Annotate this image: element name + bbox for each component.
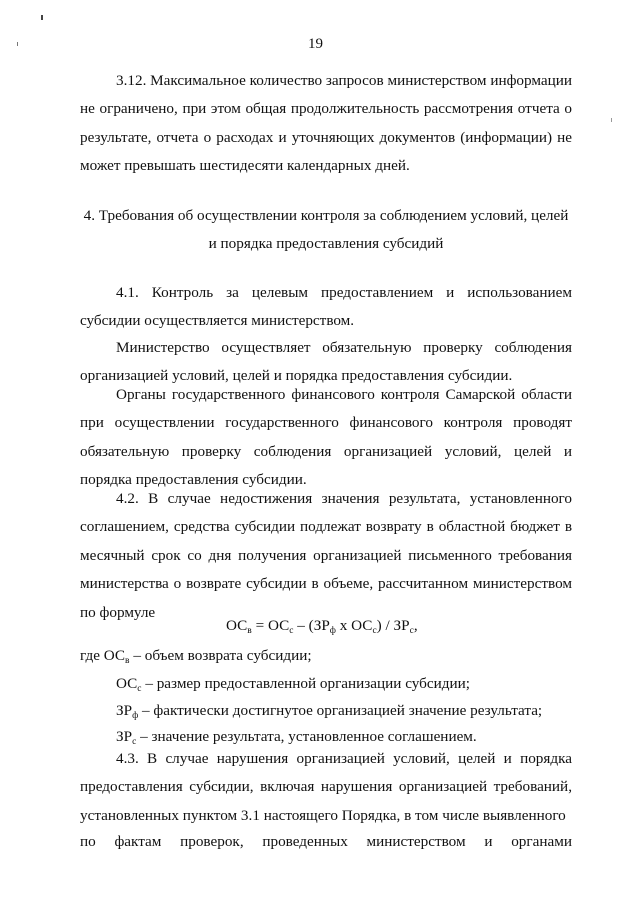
word: по bbox=[80, 833, 96, 850]
paragraph-4-3-last-line bbox=[80, 828, 572, 856]
word: проверок, bbox=[180, 833, 244, 850]
paragraph-4-2: 4.2. В случае недостижения значения результата, установленного соглашением, средства субсидии подлежат возврату в областной бюджет в месячный срок со дня получения организацией письменного требования министерства о возврате субсидии в объеме, рассчитанном министерством по формуле bbox=[80, 490, 572, 621]
paragraph-3-12: 3.12. Максимальное количество запросов министерством информации не ограничено, при этом общая продолжительность рассмотрения отчета о результате, отчета о расходах и уточняющих документов (информации) не может превышать шестидесяти календарных дней. bbox=[80, 72, 573, 175]
definition-zrf: $ЗР_ф$ – фактически достигнутое организацией значение результата; bbox=[116, 702, 543, 721]
paragraph-4-1: 4.1. Контроль за целевым предоставлением и использованием субсидии осуществляется министерством. bbox=[80, 284, 572, 330]
word: фактам bbox=[114, 833, 162, 850]
section-4-heading bbox=[80, 202, 572, 259]
paragraph-4-3: 4.3. В случае нарушения организацией условий, целей и порядка предоставления субсидии, включая нарушения организацией требований, установленных пунктом 3.1 настоящего Порядка, в том числе выявленного bbox=[80, 750, 572, 824]
section-4-heading-line1: 4. Требования об осуществлении контроля за соблюдением условий, целей bbox=[83, 207, 569, 224]
page-number: 19 bbox=[308, 36, 323, 52]
paragraph-control-organs: Органы государственного финансового контроля Самарской области при осуществлении государственного финансового контроля проводят обязательную проверку соблюдения организацией условий, целей и порядка предоставления субсидии. bbox=[80, 386, 572, 489]
return-formula: $ОС_в = ОС_с - (ЗР_ф$ х $ОС_с) / ЗР_с$, bbox=[226, 617, 418, 636]
scan-artifact bbox=[41, 15, 43, 20]
word: министерством bbox=[366, 833, 466, 850]
word: органами bbox=[511, 833, 572, 850]
word: проведенных bbox=[262, 833, 348, 850]
scan-artifact bbox=[611, 118, 612, 122]
definition-zrs: $ЗР_с$ – значение результата, установленное соглашением. bbox=[116, 728, 477, 747]
paragraph-ministry: Министерство осуществляет обязательную проверку соблюдения организацией условий, целей и порядка предоставления субсидии. bbox=[80, 339, 572, 385]
definition-oss: $ОС_с$ – размер предоставленной организации субсидии; bbox=[116, 675, 470, 694]
definition-osv: где $ОС_в$ – объем возврата субсидии; bbox=[80, 647, 312, 666]
word: и bbox=[484, 833, 493, 850]
section-4-heading-line2: и порядка предоставления субсидий bbox=[208, 235, 444, 253]
